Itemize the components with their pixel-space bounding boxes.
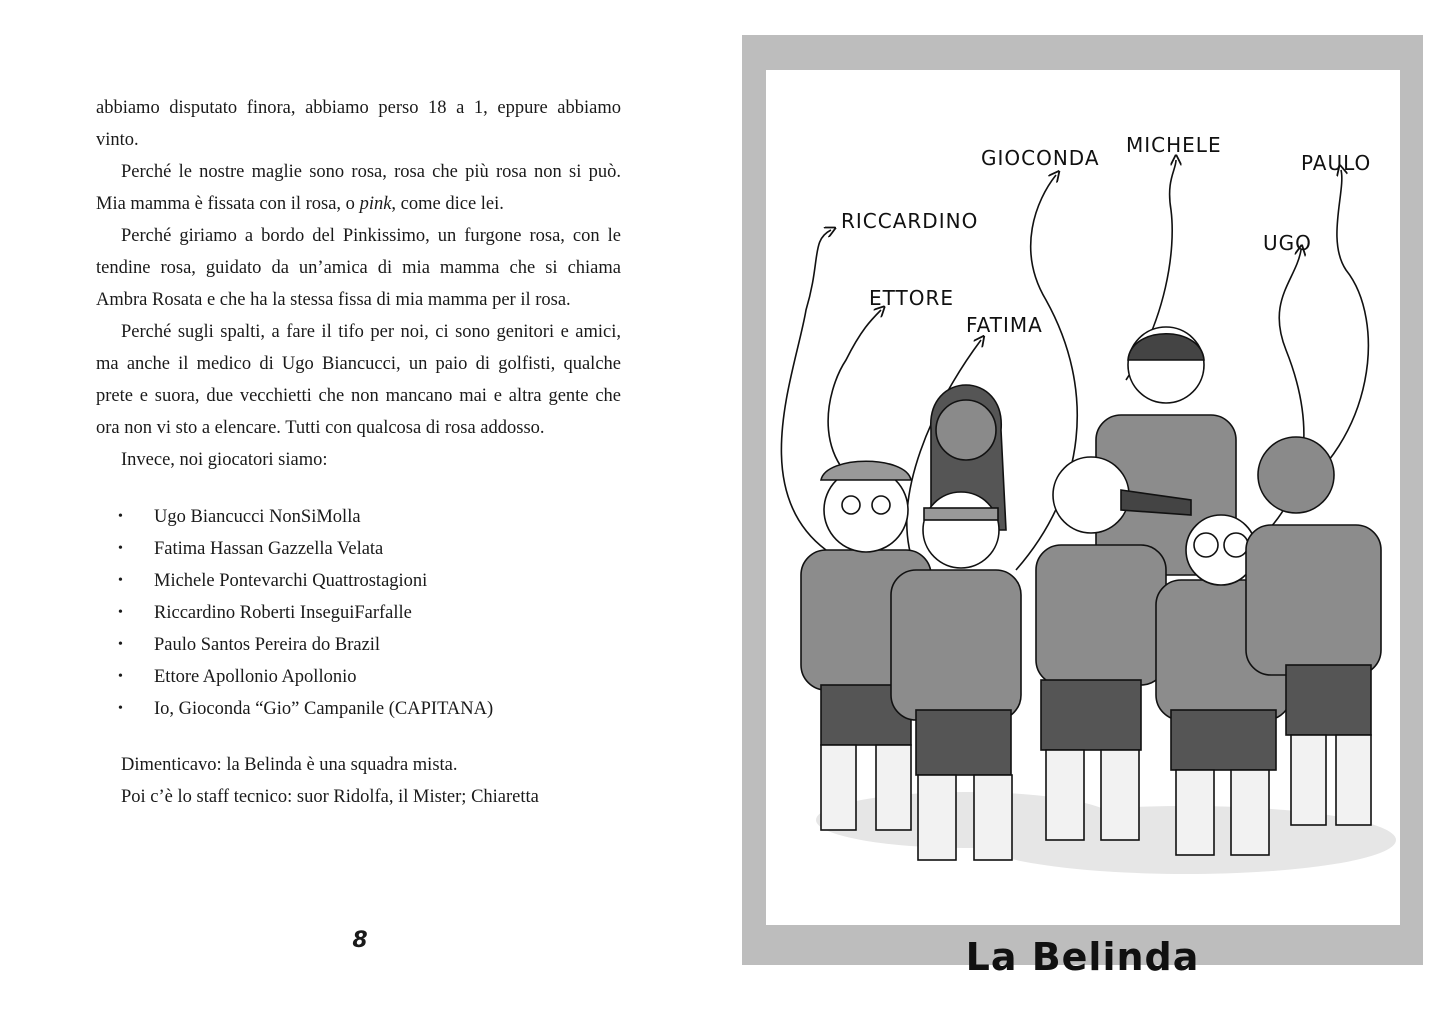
label-fatima: FATIMA [966, 313, 1043, 337]
paragraph-2-start: Perché le nostre maglie sono rosa, rosa che più rosa non si può. Mia mamma è fissata con il rosa, o [96, 162, 621, 214]
label-gioconda: GIOCONDA [981, 146, 1100, 170]
paragraph-3: Perché giriamo a bordo del Pinkissimo, un furgone rosa, con le tendine rosa, guidato da un’amica di mia mamma che si chiama Ambra Rosata e che ha la stessa fissa di mia mamma per il rosa. [96, 226, 621, 310]
player-list [96, 501, 621, 725]
paragraph-2-end: , come dice lei. [391, 194, 504, 214]
paragraph-1: abbiamo disputato finora, abbiamo perso 18 a 1, eppure abbiamo vinto. [96, 98, 621, 150]
illustration-canvas [766, 70, 1400, 925]
team-illustration [766, 70, 1400, 925]
players-group [801, 327, 1381, 860]
illustration-caption: La Belinda [965, 935, 1200, 979]
label-michele: MICHELE [1126, 133, 1222, 157]
list-item: • Ugo Biancucci NonSiMolla [96, 501, 621, 533]
paragraph-4: Perché sugli spalti, a fare il tifo per noi, ci sono genitori e amici, ma anche il medico di Ugo Biancucci, un paio di golfisti, qualche prete e suora, due vecchietti che non mancano mai e altra gente che ora non vi sto a elencare. Tutti con qualcosa di rosa addosso. [96, 322, 621, 438]
paragraph-5: Invece, noi giocatori siamo: [121, 450, 328, 470]
page-number: 8 [352, 928, 368, 953]
paragraph-2-emphasis: pink [359, 194, 392, 214]
paragraph-2 [96, 156, 621, 220]
list-item: • Fatima Hassan Gazzella Velata [96, 533, 621, 565]
left-page-text [96, 92, 621, 813]
illustration-frame [742, 35, 1423, 979]
list-item: • Ettore Apollonio Apollonio [96, 661, 621, 693]
list-item: • Michele Pontevarchi Quattrostagioni [96, 565, 621, 597]
label-paulo: PAULO [1301, 151, 1372, 175]
label-riccardino: RICCARDINO [841, 209, 979, 233]
label-ettore: ETTORE [869, 286, 954, 310]
paragraph-6: Dimenticavo: la Belinda è una squadra mista. [121, 755, 458, 775]
list-item: • Paulo Santos Pereira do Brazil [96, 629, 621, 661]
label-ugo: UGO [1263, 231, 1312, 255]
list-item: • Riccardino Roberti InseguiFarfalle [96, 597, 621, 629]
paragraph-7: Poi c’è lo staff tecnico: suor Ridolfa, il Mister; Chiaretta [121, 787, 539, 807]
list-item: • Io, Gioconda “Gio” Campanile (CAPITANA) [96, 693, 621, 725]
